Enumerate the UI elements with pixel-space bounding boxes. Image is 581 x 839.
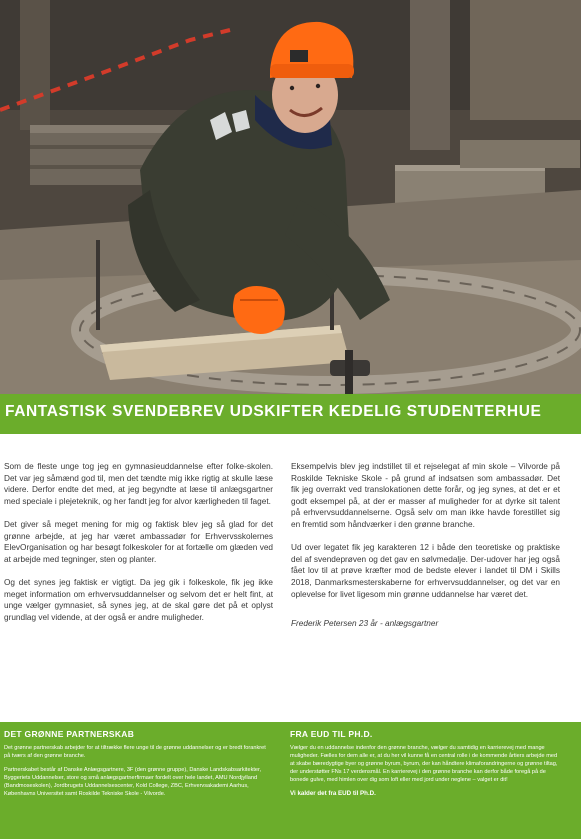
- footer-cta: Vi kalder det fra EUD til Ph.D.: [290, 790, 376, 797]
- article-paragraph: Og det synes jeg faktisk er vigtigt. Da jeg gik i folkeskole, fik jeg ikke meget information om erhvervsuddannelser og selvom det er helt fint, at unge vælger gymnasiet, så synes jeg, at de skal gøre det på et oplyst grundlag vel vidende, at der også er andre muligheder.: [4, 577, 273, 622]
- footer-paragraph: Partnerskabet består af Danske Anlægsgartnere, 3F (den grønne gruppe), Danske Landskabsarkitekter, Byggeriets Uddannelser, store og små anlægsgartnerfirmaer fordelt over hele landet, AMU Nordjylland (Bandmoseskolen), Jordbrugets Uddannelsescenter, Kold College, ZBC, Erhvervsakademi Aarhus, Københavns Universitet samt Roskilde Tekniske Skole - Vilvorde.: [4, 767, 262, 797]
- article-paragraph: Som de fleste unge tog jeg en gymnasieuddannelse efter folke-skolen. Det var jeg såmænd god til, men det tændte mig ikke rigtig at skulle læse videre. Derfor endte det med, at jeg begyndte at læse til anlægsgartner med speciale i plejeteknik, og her fandt jeg for alvor kærligheden til faget.: [4, 462, 273, 506]
- footer-panel: [0, 722, 581, 839]
- footer-paragraph: Det grønne partnerskab arbejder for at tiltrække flere unge til de grønne uddannelser og er bredt forankret på tværs af den grønne branche.: [4, 745, 266, 759]
- footer-right-column: [290, 730, 558, 804]
- article-paragraph: Eksempelvis blev jeg indstillet til et rejselegat af min skole – Vilvorde på Roskilde Tekniske Skole - på grund af indsatsen som ambassadør. Det fik jeg overrakt ved translokationen dette forår, og jeg synes, at det er et godt eksempel på, at der er masser af muligheder for at dyrke sit talent på erhvervsuddannelserne. Også selv om man ikke havde forestillet sig en fremtid som håndværker i den grønne branche.: [291, 462, 560, 529]
- page-title: FANTASTISK SVENDEBREV UDSKIFTER KEDELIG STUDENTERHUE: [5, 403, 542, 420]
- article-left-column: [4, 461, 273, 635]
- footer-right-heading: FRA EUD TIL PH.D.: [290, 729, 373, 739]
- article-byline: Frederik Petersen 23 år - anlægsgartner: [291, 619, 439, 629]
- article-paragraph: Ud over legatet fik jeg karakteren 12 i både den teoretiske og praktiske del af svendeprøven og det gav en sølvmedalje. Der-udover har jeg også fået lov til at prøve kræfter mod de bedste elever i landet til DM i Skills 2018, Danmarksmesterskaberne for erhvervsuddannelser, og det var en oplevelse for livet ligesom min grønne uddannelse har været det.: [291, 543, 560, 599]
- article-right-column: [291, 461, 560, 641]
- footer-paragraph: Vælger du en uddannelse indenfor den grønne branche, vælger du samtidig en karrierevej med mange muligheder. Fælles for dem alle er, at du her vil kunne få en central rolle i de kommende årtiers arbejde med at skabe bæredygtige byer og grønne byrum, byrum, der kan håndtere klimaforandringerne og grønne tiltag, der understøtter FNs 17 verdensmål. En karrierevej i den grønne branche kan derfor både foregå på de bonede gulve, med himlen over dig som loft eller med jord under neglene – valget er dit!: [290, 745, 558, 783]
- article-paragraph: Det giver så meget mening for mig og faktisk blev jeg så glad for det grønne arbejde, at jeg har været ambassadør for Erhvervsskolernes ElevOrganisation og har besøgt folkeskoler for at fortælle om glæden ved at arbejde med tegninger, sten og planter.: [4, 519, 273, 564]
- headline-band: [0, 394, 581, 434]
- hero-photo: [0, 0, 581, 394]
- footer-left-column: [4, 730, 272, 804]
- footer-left-heading: DET GRØNNE PARTNERSKAB: [4, 729, 135, 739]
